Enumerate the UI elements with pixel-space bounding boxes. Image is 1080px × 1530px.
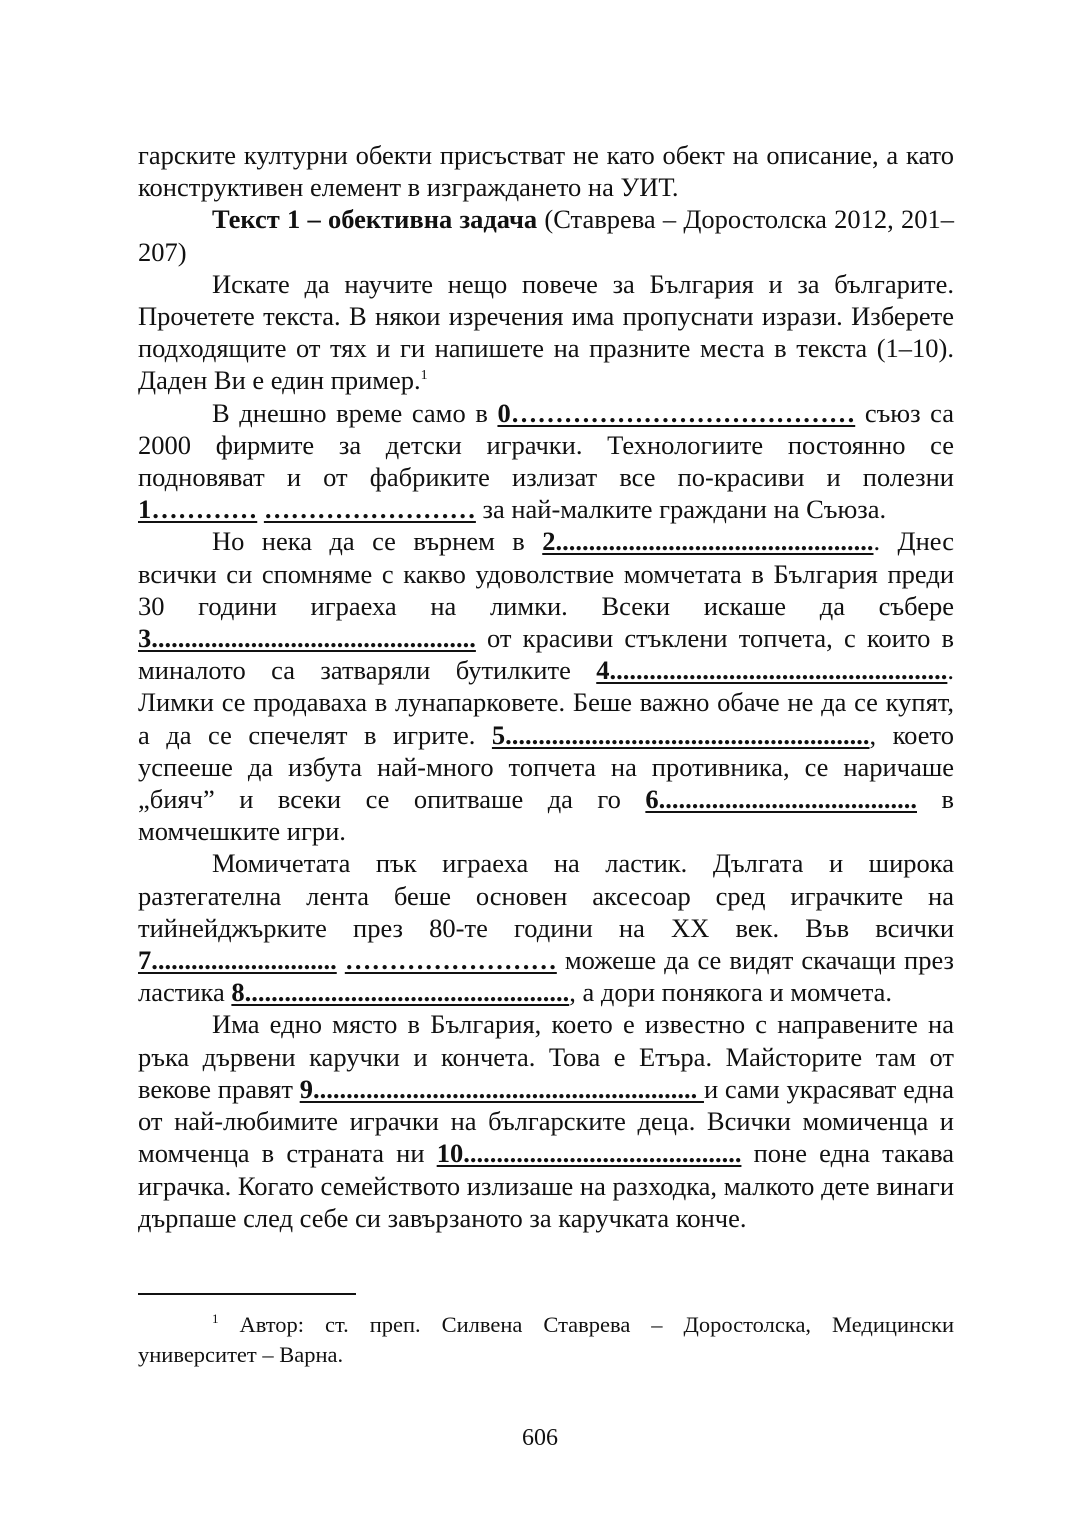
text-span: от красиви стъклени топчета, с които в миналото са затваряли бутилките	[138, 623, 954, 686]
exercise-paragraph-3	[138, 847, 954, 1008]
text-span: поне една такава играчка. Когато семейството излизаше на разходка, малкото дете винаги дърпаше след себе си завързаното за каручката конче.	[138, 1138, 955, 1233]
heading-citation: (Ставрева – Доростолска 2012, 201–207)	[138, 204, 954, 267]
blank-4: 4...................................................	[596, 655, 948, 686]
blank-7: 7............................	[138, 945, 337, 976]
footnote-text: Автор: ст. преп. Силвена Ставрева – Доростолска, Медицински университет – Варна.	[138, 1312, 954, 1367]
blank-1-continued: ……………………	[263, 494, 476, 525]
text-span: можеше да се видят скачащи през ластика	[138, 945, 955, 1008]
text-span: съюз са 2000 фирмите за детски играчки. Технологиите постоянно се подновяват и от фабриките излизат все по-красиви и полезни	[138, 397, 955, 493]
text-span: и сами украсяват една от най-любимите играчки на българските деца. Всички момиченца и момченца в страната ни	[138, 1073, 955, 1169]
blank-7-continued: ……………………	[344, 945, 557, 976]
footnote-number: 1	[212, 1311, 219, 1326]
intro-paragraph: гарските културни обекти присъстват не като обект на описание, а като конструктивен елемент в изграждането на УИТ.	[138, 140, 954, 203]
blank-9: 9..........................................................	[299, 1073, 704, 1104]
text-span: , а дори понякога и момчета.	[569, 977, 892, 1008]
footnote	[138, 1310, 954, 1370]
text-span: в момчешките игри.	[138, 784, 954, 847]
footnote-separator	[138, 1293, 356, 1295]
blank-6: 6.......................................	[645, 784, 917, 815]
text-span: Момичетата пък играеха на ластик. Дългата и широка разтегателна лента беше основен аксесоар сред играчките на тийнейджърките през 80-те години на XX век. Във всички	[138, 848, 954, 943]
blank-3: 3.................................................	[138, 623, 476, 654]
body-text	[138, 139, 954, 1234]
text-heading	[138, 203, 954, 267]
text-span: . Днес всички си спомняме с какво удоволствие момчетата в България преди 30 години играеха на лимки. Всеки искаше да събере	[138, 526, 954, 621]
blank-5: 5.......................................................	[491, 719, 870, 750]
instructions-paragraph	[138, 268, 954, 397]
text-span: за най-малките граждани на Съюза.	[475, 494, 887, 525]
exercise-paragraph-2	[138, 525, 954, 847]
blank-1: 1…………	[138, 494, 258, 525]
text-span: , което успееше да избута най-много топчета на противника, се наричаше „бияч” и всеки се опитваше да го	[138, 719, 954, 815]
blank-10: 10..........................................	[436, 1138, 742, 1169]
text-span: . Лимки се продаваха в лунапарковете. Беше важно обаче не да се купят, а да се спечелят в игрите.	[138, 655, 954, 750]
exercise-paragraph-1	[138, 397, 954, 526]
instructions-text: Искате да научите нещо повече за България и за българите. Прочетете текста. В някои изречения има пропуснати изрази. Изберете подходящите от тях и ги напишете на празните места в текста (1–10). Даден Ви е един пример.	[138, 268, 954, 396]
text-span: Но нека да се върнем в	[212, 526, 543, 557]
text-span: В днешно време само в	[212, 397, 498, 428]
exercise-paragraph-4	[138, 1008, 954, 1233]
blank-0: 0…………………………………	[497, 397, 856, 428]
blank-8: 8.................................................	[231, 977, 570, 1008]
page-number: 606	[522, 1425, 558, 1451]
text-span: Има едно място в България, което е известно с направените на ръка дървени каручки и кончета. Това е Етъра. Майсторите там от векове правят	[138, 1009, 954, 1104]
heading-title: Текст 1 – обективна задача	[212, 204, 538, 235]
footnote-marker: 1	[420, 368, 428, 384]
blank-2: 2................................................	[542, 526, 874, 557]
